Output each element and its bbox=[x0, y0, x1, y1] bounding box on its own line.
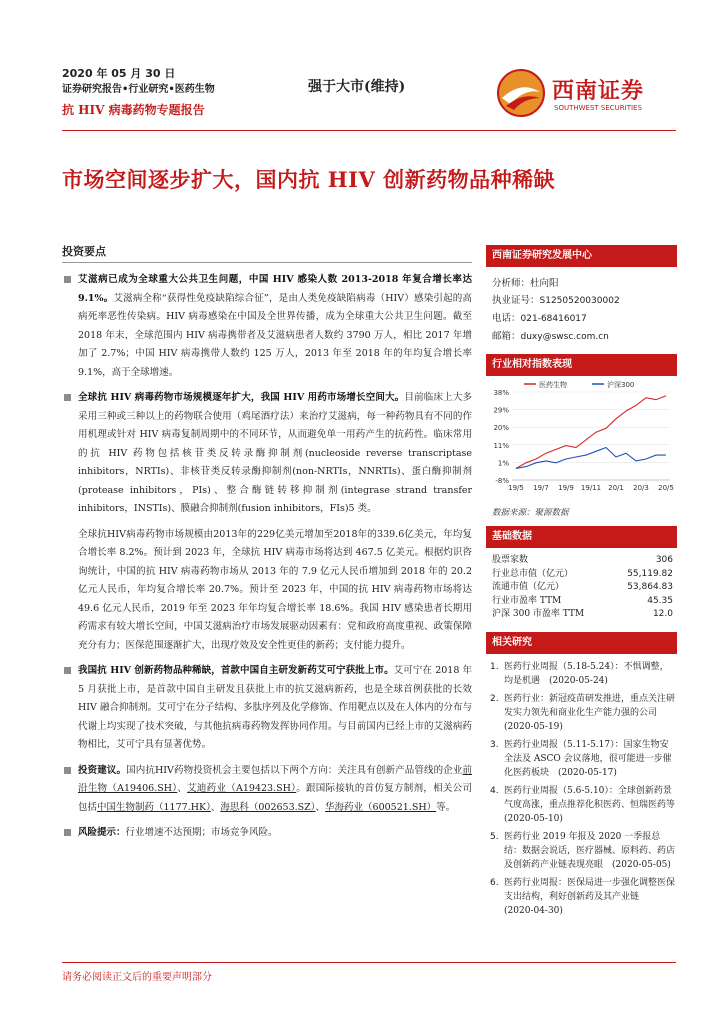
x-tick-label: 19/11 bbox=[580, 484, 602, 492]
stats-value: 306 bbox=[655, 555, 673, 565]
stats-box-title: 基础数据 bbox=[486, 526, 677, 548]
related-box-title: 相关研究 bbox=[486, 632, 677, 654]
license-number: S1250520030002 bbox=[539, 296, 620, 306]
logo-name-en: SOUTHWEST SECURITIES bbox=[554, 104, 642, 112]
phone-row bbox=[492, 310, 671, 328]
email-row bbox=[492, 328, 671, 346]
advice-sep-3: 、 bbox=[315, 801, 326, 813]
email-link[interactable]: duxy@swsc.com.cn bbox=[520, 332, 609, 342]
footer-divider bbox=[62, 962, 676, 963]
phone-label: 电话： bbox=[492, 313, 521, 324]
related-item[interactable] bbox=[490, 738, 675, 780]
related-research-section bbox=[486, 632, 685, 918]
related-text: 医药行业周报（5.11-5.17）：国家生物安全法及 ASCO 会议落地，很可能进一步催化医药板块 (2020-05-17) bbox=[504, 739, 672, 778]
y-tick-label: 1% bbox=[497, 459, 509, 468]
y-tick-label: 20% bbox=[493, 424, 509, 433]
x-tick-label: 20/3 bbox=[633, 484, 649, 492]
highlight-2-text: 目前临床上大多采用三种或三种以上的药物联合使用（鸡尾酒疗法）来治疗艾滋病，每一种药物具有不同的作用机理或针对 HIV 病毒复制周期中的不同环节，从而避免单一用药产生的抗药性。临床常用的抗 HIV 药物包括核苷类反转录酶抑制剂(nucleoside reverse transcriptase inhibitors，NRTIs)、非核苷类反转录酶抑制剂(non-NRTIs，NNRTIs)、蛋白酶抑制剂(protease inhibitors，PIs)、整合酶链转移抑制剂(integrase strand transfer inhibitors，INSTIs)、膜融合抑制剂(fusion inhibitors，FIs)5 类。 bbox=[78, 392, 472, 514]
risk-warning bbox=[62, 824, 472, 843]
market-paragraph: 全球抗HIV病毒药物市场规模由2013年的229亿美元增加至2018年的339.6亿美元，年均复合增长率 8.2%。预计到 2023 年，全球抗 HIV 病毒市场将达到 467.5 亿美元。根据灼识咨询统计，中国的抗 HIV 病毒药物市场从 2013 年的 7.9 亿元人民币增加到 2018 年的 20.2 亿元人民币，年均复合增长率 20.7%。预计至 2023 年，中国的抗 HIV 病毒药物市场将达 49.6 亿元人民币，2019 年至 2023 年年均复合增长率 18.6%。我国 HIV 感染患者长期用药需求有较大增长空间，中国艾滋病治疗市场发展驱动因素有：党和政府高度重视、政策保障充分有力；医保范围逐渐扩大，出现疗效及安全性更佳的新药；支付能力提升。 bbox=[78, 528, 472, 651]
stats-row bbox=[492, 608, 673, 622]
basic-data-section bbox=[486, 526, 677, 622]
related-num: 4. bbox=[490, 785, 499, 796]
report-subtitle: 抗 HIV 病毒药物专题报告 bbox=[62, 103, 205, 117]
related-text: 医药行业周报（5.6-5.10）：全球创新药景气度高涨，重点推荐化积医药、恒瑞医药等 (2020-05-10) bbox=[504, 785, 685, 824]
legend-label: 沪深300 bbox=[607, 381, 635, 389]
report-date: 2020 年 05 月 30 日 bbox=[62, 67, 176, 80]
stock-link-sinobio[interactable]: 中国生物制药（1177.HK） bbox=[97, 801, 211, 813]
highlight-paragraph-1 bbox=[62, 271, 472, 382]
rating: 强于大市(维持) bbox=[308, 79, 406, 95]
advice-sep-1: 、 bbox=[177, 783, 188, 794]
highlight-2-lead: 全球抗 HIV 病毒药物市场规模逐年扩大，我国 HIV 用药市场增长空间大。 bbox=[78, 392, 405, 403]
analyst-label: 分析师： bbox=[492, 278, 531, 289]
advice-text-3: 等。 bbox=[436, 801, 456, 813]
stock-link-haisco[interactable]: 海思科（002653.SZ） bbox=[220, 801, 316, 813]
disclaimer-notice: 请务必阅读正文后的重要声明部分 bbox=[62, 972, 212, 983]
stats-label: 行业市盈率 TTM bbox=[492, 595, 562, 606]
chart-source: 数据来源：聚源数据 bbox=[492, 508, 569, 518]
highlight-1-lead: 艾滋病已成为全球重大公共卫生问题，中国 HIV 感染人数 2013-2018 年复合增长率达 9.1%。 bbox=[78, 274, 472, 304]
section-title: 投资要点 bbox=[62, 245, 106, 258]
stats-label: 行业总市值（亿元） bbox=[492, 568, 574, 579]
x-tick-label: 19/5 bbox=[508, 484, 524, 492]
report-header bbox=[62, 66, 302, 120]
highlight-3-text: 艾可宁在 2018 年 5 月获批上市，是首款中国自主研发且获批上市的抗艾滋病新药，也是全球首例获批的长效 HIV 融合抑制剂。艾可宁在分子结构、多肽序列及化学修饰、作用靶点以及在人体内的分布与代谢上均实现了技术突破，与其他抗病毒药物发挥协同作用。与目前国内已经上市的艾滋病药物相比，艾可宁具有显著优势。 bbox=[78, 665, 473, 750]
related-list bbox=[486, 654, 685, 918]
related-text: 医药行业：新冠疫苗研发推进，重点关注研发实力领先和商业化生产能力强的公司 (2020-05-19) bbox=[504, 693, 676, 732]
y-tick-label: 38% bbox=[493, 389, 509, 397]
investment-advice bbox=[62, 762, 472, 818]
stats-value: 53,864.83 bbox=[627, 582, 673, 592]
advice-text-2: 。跟国际接轨的首仿复方制剂，相关公司包括 bbox=[78, 783, 472, 813]
risk-lead: 风险提示： bbox=[78, 827, 126, 838]
relative-index-chart bbox=[486, 376, 677, 498]
stats-value: 55,119.82 bbox=[627, 568, 673, 579]
x-tick-label: 20/5 bbox=[658, 484, 674, 492]
highlight-3-lead: 我国抗 HIV 创新药物品种稀缺，首款中国自主研发新药艾可宁获批上市。 bbox=[78, 665, 394, 676]
investment-highlights bbox=[62, 245, 472, 850]
advice-lead: 投资建议。 bbox=[78, 764, 127, 776]
analyst-name: 杜向阳 bbox=[530, 278, 559, 289]
license-label: 执业证号： bbox=[492, 295, 540, 306]
related-num: 1. bbox=[490, 661, 499, 672]
analyst-row bbox=[492, 275, 671, 292]
related-num: 5. bbox=[490, 831, 499, 842]
advice-sep-2: 、 bbox=[210, 801, 221, 813]
series-line-0 bbox=[516, 396, 666, 469]
license-row bbox=[492, 292, 671, 310]
stats-row bbox=[492, 554, 673, 568]
stock-link-huahai[interactable]: 华海药业（600521.SH） bbox=[325, 801, 437, 813]
report-title: 市场空间逐步扩大，国内抗 HIV 创新药物品种稀缺 bbox=[62, 167, 556, 192]
logo-mark-icon bbox=[496, 68, 546, 118]
related-item[interactable] bbox=[490, 784, 685, 826]
risk-text: 行业增速不达预期；市场竞争风险。 bbox=[125, 827, 278, 838]
related-item[interactable] bbox=[490, 876, 675, 918]
email-label: 邮箱： bbox=[492, 331, 521, 342]
stats-value: 12.0 bbox=[652, 609, 673, 619]
x-tick-label: 19/9 bbox=[558, 484, 574, 492]
y-tick-label: 11% bbox=[493, 441, 509, 450]
related-text: 医药行业 2019 年报及 2020 一季报总结：数据会说话，医疗器械、原料药、药店及创新药产业链表现亮眼 (2020-05-05) bbox=[504, 831, 676, 870]
y-tick-label: 29% bbox=[493, 406, 509, 415]
stock-link-aidi[interactable]: 艾迪药业（A19423.SH） bbox=[187, 783, 297, 794]
related-item[interactable] bbox=[490, 660, 675, 688]
related-text: 医药行业周报（5.18-5.24）：不惧调整，均是机遇 (2020-05-24) bbox=[504, 661, 669, 686]
highlight-1-text: 艾滋病全称“获得性免疫缺陷综合征”，是由人类免疫缺陷病毒（HIV）感染引起的高病死率恶性传染病。HIV 病毒感染在中国及全世界传播，成为全球重大公共卫生问题。截至 2018 年末，全球范围内 HIV 病毒携带者及艾滋病患者人数约 3790 万人，相比 2017 年增加了 2.7%；中国 HIV 病毒携带人数约 125 万人，2013 年至 2018 年的年均复合增长率 9.1%，高于全球增速。 bbox=[78, 292, 472, 378]
highlight-paragraph-2 bbox=[62, 389, 472, 519]
report-category: 证券研究报告•行业研究•医药生物 bbox=[62, 84, 215, 95]
logo-name: 西南证券 bbox=[552, 78, 645, 104]
related-item[interactable] bbox=[490, 692, 675, 734]
stats-row bbox=[492, 595, 673, 609]
header-divider bbox=[62, 130, 676, 131]
related-item[interactable] bbox=[490, 830, 675, 872]
stats-row bbox=[492, 581, 673, 595]
stats-label: 股票家数 bbox=[492, 555, 529, 565]
x-tick-label: 20/1 bbox=[608, 484, 624, 492]
analyst-info bbox=[486, 267, 677, 346]
stats-value: 45.35 bbox=[647, 595, 673, 606]
related-text: 医药行业周报：医保局进一步强化调整医保支出结构，利好创新药及其产业链 (2020-04-30) bbox=[504, 877, 676, 916]
section-divider bbox=[62, 262, 472, 263]
related-num: 6. bbox=[490, 877, 499, 888]
phone-number: 021-68416017 bbox=[520, 314, 587, 324]
company-logo bbox=[496, 62, 676, 122]
related-num: 2. bbox=[490, 693, 499, 704]
advice-text-1: 国内抗HIV药物投资机会主要包括以下两个方向：关注具有创新产品管线的企业 bbox=[126, 764, 463, 776]
stats-label: 流通市值（亿元） bbox=[492, 582, 565, 592]
stats-row bbox=[492, 568, 673, 582]
stats-table bbox=[486, 548, 677, 622]
index-chart-section bbox=[486, 354, 677, 520]
highlight-paragraph-3 bbox=[62, 662, 472, 755]
related-num: 3. bbox=[490, 739, 499, 750]
y-tick-label: -8% bbox=[495, 477, 509, 485]
x-tick-label: 19/7 bbox=[533, 484, 549, 492]
chart-box-title: 行业相对指数表现 bbox=[486, 354, 677, 376]
analyst-box-title: 西南证券研究发展中心 bbox=[486, 245, 677, 267]
legend-label: 医药生物 bbox=[539, 381, 567, 389]
stats-label: 沪深 300 市盈率 TTM bbox=[492, 609, 585, 619]
sidebar bbox=[486, 245, 685, 922]
stock-link-qianyan[interactable]: 前沿生物（A19406.SH） bbox=[78, 764, 472, 794]
